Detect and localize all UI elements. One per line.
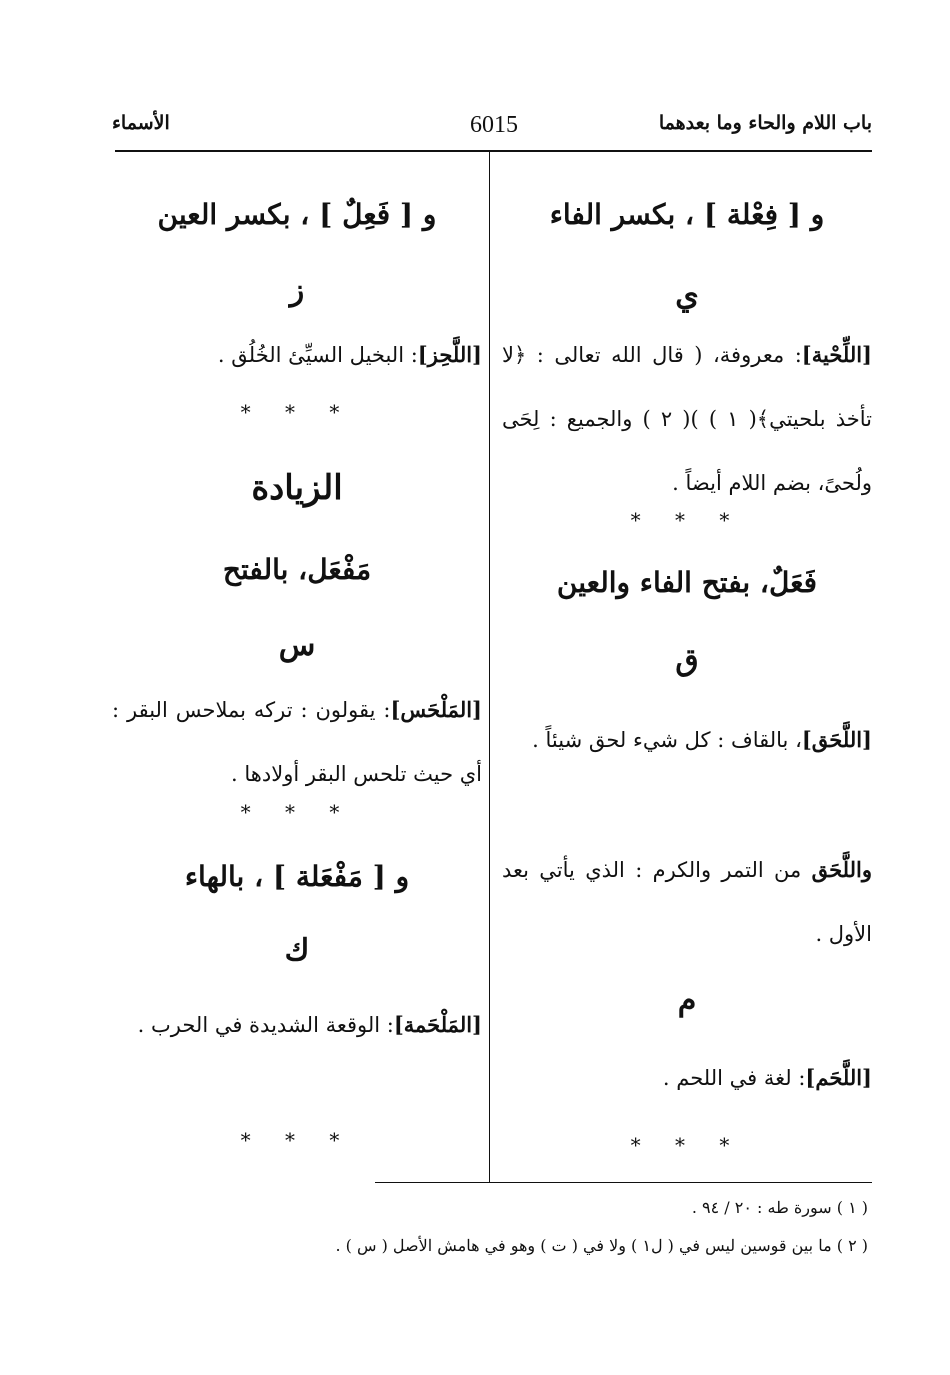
dictionary-entry: [112, 993, 482, 1057]
entry-definition: : يقولون : تركه بملاحس البقر : أي حيث تلحس البقر أولادها .: [112, 698, 482, 786]
footnote-rule: [375, 1182, 872, 1183]
root-letter: ق: [675, 643, 699, 678]
root-letter: ك: [284, 933, 310, 968]
pattern-heading: فَعَلٌ، بفتح الفاء والعين: [556, 566, 818, 599]
dictionary-entry: [112, 323, 482, 387]
page-number: 6015: [470, 112, 518, 138]
section-separator: * * *: [630, 508, 744, 532]
header-rule: [115, 150, 872, 152]
entry-headword: [اللِّحْية]: [801, 342, 872, 367]
section-separator: * * *: [630, 1133, 744, 1157]
entry-headword: [المَلْحَمة]: [393, 1012, 482, 1037]
dictionary-entry: [502, 838, 872, 966]
footnote: ( ١ ) سورة طه : ٢٠ / ٩٤ .: [691, 1198, 868, 1217]
pattern-heading: و [ فَعِلٌ ] ، بكسر العين: [157, 198, 437, 231]
section-separator: * * *: [240, 800, 354, 824]
chapter-title: باب اللام والحاء وما بعدهما: [658, 112, 872, 134]
dictionary-entry: [502, 1046, 872, 1110]
entry-definition: : لغة في اللحم .: [662, 1066, 806, 1090]
section-separator: * * *: [240, 400, 354, 424]
dictionary-entry: [112, 678, 482, 806]
section-separator: * * *: [240, 1128, 354, 1152]
column-divider: [489, 152, 490, 1182]
dictionary-entry: [502, 323, 872, 515]
pattern-heading: و [ مَفْعَلة ] ، بالهاء: [184, 860, 410, 893]
footnote: ( ٢ ) ما بين قوسين ليس في ( ل١ ) ولا في ( ت ) وهو في هامش الأصل ( س ) .: [335, 1236, 868, 1255]
section-running-title: الأسماء: [112, 112, 170, 134]
entry-definition: : البخيل السيِّئ الخُلُق .: [217, 343, 418, 367]
entry-headword: [اللَّحَم]: [805, 1065, 872, 1090]
section-title: الزيادة: [251, 468, 343, 508]
entry-headword: واللَّحَق: [811, 857, 872, 882]
root-letter: م: [677, 983, 697, 1018]
root-letter: ز: [289, 273, 305, 308]
entry-headword: [المَلْحَس]: [390, 697, 482, 722]
entry-headword: [اللَّحَق]: [801, 727, 872, 752]
root-letter: ي: [675, 278, 699, 313]
entry-definition: : الوقعة الشديدة في الحرب .: [137, 1013, 394, 1037]
entry-definition: ، بالقاف : كل شيء لحق شيئاً .: [532, 728, 802, 752]
pattern-heading: مَفْعَل، بالفتح: [222, 553, 372, 586]
pattern-heading: و [ فِعْلة ] ، بكسر الفاء: [549, 198, 825, 231]
entry-definition: : معروفة، ( قال الله تعالى : ﴿لا تأخذ بلحيتي﴾( ١ ) )( ٢ ) والجميع : لِحَى ولُحىً، بضم اللام أيضاً .: [502, 343, 872, 495]
entry-definition: من التمر والكرم : الذي يأتي بعد الأول .: [502, 858, 872, 946]
dictionary-entry: [502, 708, 872, 772]
entry-headword: [اللَّحِز]: [417, 342, 482, 367]
root-letter: س: [278, 628, 316, 663]
